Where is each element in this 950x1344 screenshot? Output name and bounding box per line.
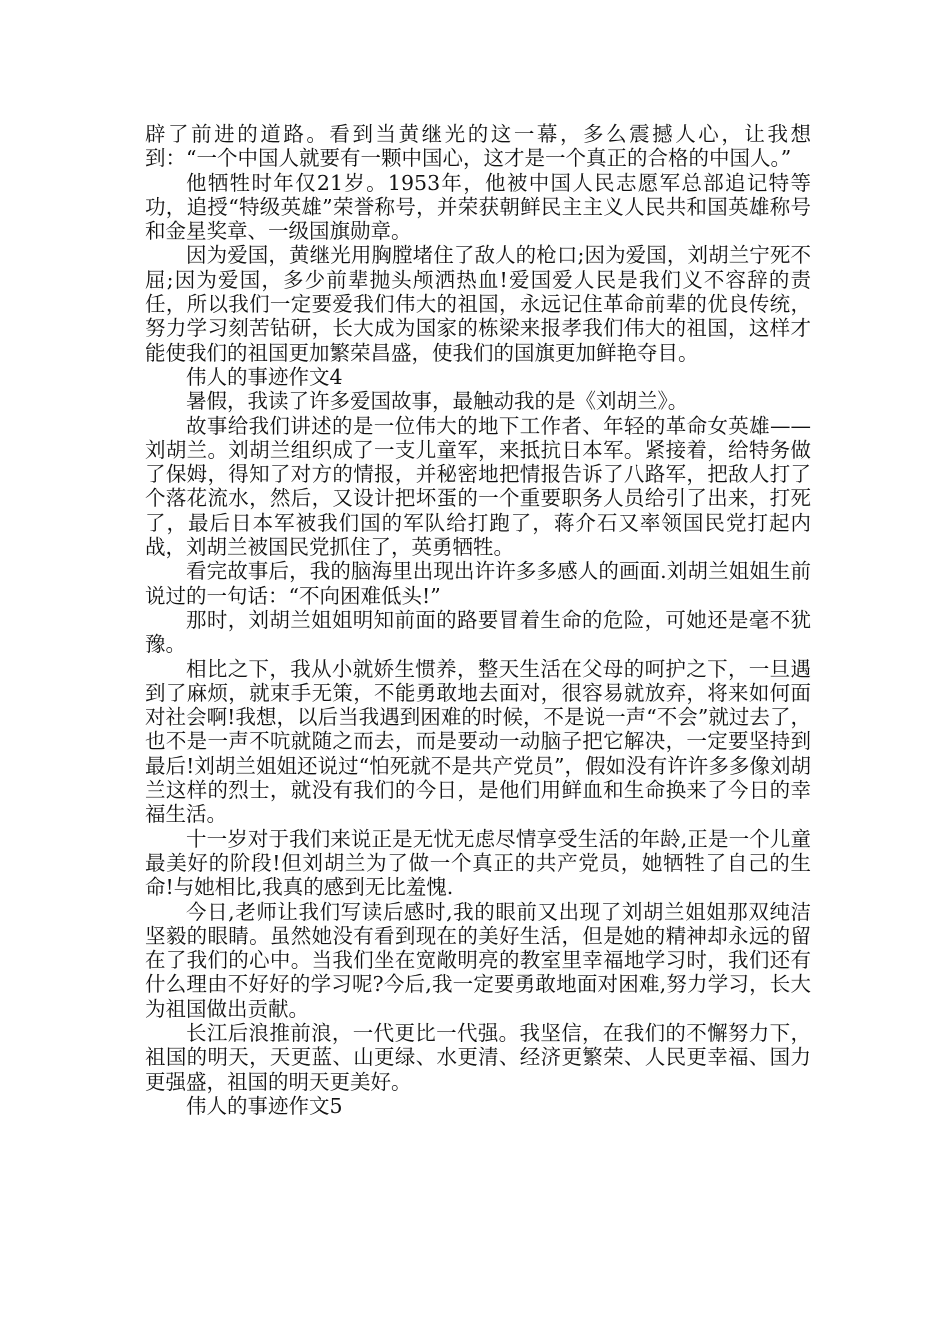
paragraph-conclusion: 长江后浪推前浪，一代更比一代强。我坚信，在我们的不懈努力下，祖国的明天，天更蓝、山更绿、水更清、经济更繁荣、人民更幸福、国力更强盛，祖国的明天更美好。: [145, 1020, 811, 1094]
paragraph-after-reading: 看完故事后，我的脑海里出现出许许多多感人的画面.刘胡兰姐姐生前说过的一句话：“不向困难低头!”: [145, 559, 811, 608]
section-heading-4: 伟人的事迹作文4: [186, 364, 343, 389]
paragraph-summer-reading: 暑假，我读了许多爱国故事，最触动我的是《刘胡兰》。: [186, 389, 689, 414]
paragraph-story-summary: 故事给我们讲述的是一位伟大的地下工作者、年轻的革命女英雄——刘胡兰。刘胡兰组织成了一支儿童军，来抵抗日本军。紧接着，给特务做了保姆，得知了对方的情报，并秘密地把情报告诉了八路军，把敌人打了个落花流水，然后，又设计把坏蛋的一个重要职务人员给引了出来，打死了，最后日本军被我们国的军队给打跑了，蒋介石又率领国民党打起内战，刘胡兰被国民党抓住了，英勇牺牲。: [145, 413, 811, 560]
document-body: [145, 122, 811, 1118]
paragraph-comparison: 相比之下，我从小就娇生惯养，整天生活在父母的呵护之下，一旦遇到了麻烦，就束手无策，不能勇敢地去面对，很容易就放弃，将来如何面对社会啊!我想，以后当我遇到困难的时候，不是说一声“不会”就过去了，也不是一声不吭就随之而去，而是要动一动脑子把它解决，一定要坚持到最后!刘胡兰姐姐还说过“怕死就不是共产党员”，假如没有许许多多像刘胡兰这样的烈士，就没有我们的今日，是他们用鲜血和生命换来了今日的幸福生活。: [145, 656, 811, 827]
paragraph-no-hesitation: 那时，刘胡兰姐姐明知前面的路要冒着生命的危险，可她还是毫不犹豫。: [145, 607, 811, 657]
paragraph-patriotism: 因为爱国，黄继光用胸膛堵住了敌人的枪口;因为爱国，刘胡兰宁死不屈;因为爱国，多少前辈抛头颅洒热血!爱国爱人民是我们义不容辞的责任，所以我们一定要爱我们伟大的祖国，永远记住革命前辈的优良传统，努力学习刻苦钻研，长大成为国家的栋梁来报孝我们伟大的祖国，这样才能使我们的祖国更加繁荣昌盛，使我们的国旗更加鲜艳夺目。: [145, 243, 811, 365]
paragraph-eleven-years: 十一岁对于我们来说正是无忧无虑尽情享受生活的年龄,正是一个儿童最美好的阶段!但刘胡兰为了做一个真正的共产党员，她牺牲了自己的生命!与她相比,我真的感到无比羞愧.: [145, 826, 811, 900]
section-heading-5: 伟人的事迹作文5: [186, 1093, 343, 1118]
paragraph-continuation: 辟了前进的道路。看到当黄继光的这一幕，多么震撼人心，让我想到：“一个中国人就要有一颗中国心，这才是一个真正的合格的中国人。”: [145, 122, 811, 171]
paragraph-today: 今日,老师让我们写读后感时,我的眼前又出现了刘胡兰姐姐那双纯洁坚毅的眼睛。虽然她没有看到现在的美好生活，但是她的精神却永远的留在了我们的心中。当我们坐在宽敞明亮的教室里幸福地学习时，我们还有什么理由不好好的学习呢?今后,我一定要勇敢地面对困难,努力学习，长大为祖国做出贡献。: [145, 899, 811, 1021]
paragraph-sacrifice: 他牺牲时年仅21岁。1953年，他被中国人民志愿军总部追记特等功，追授“特级英雄”荣誉称号，并荣获朝鲜民主主义人民共和国英雄称号和金星奖章、一级国旗勋章。: [145, 170, 811, 244]
